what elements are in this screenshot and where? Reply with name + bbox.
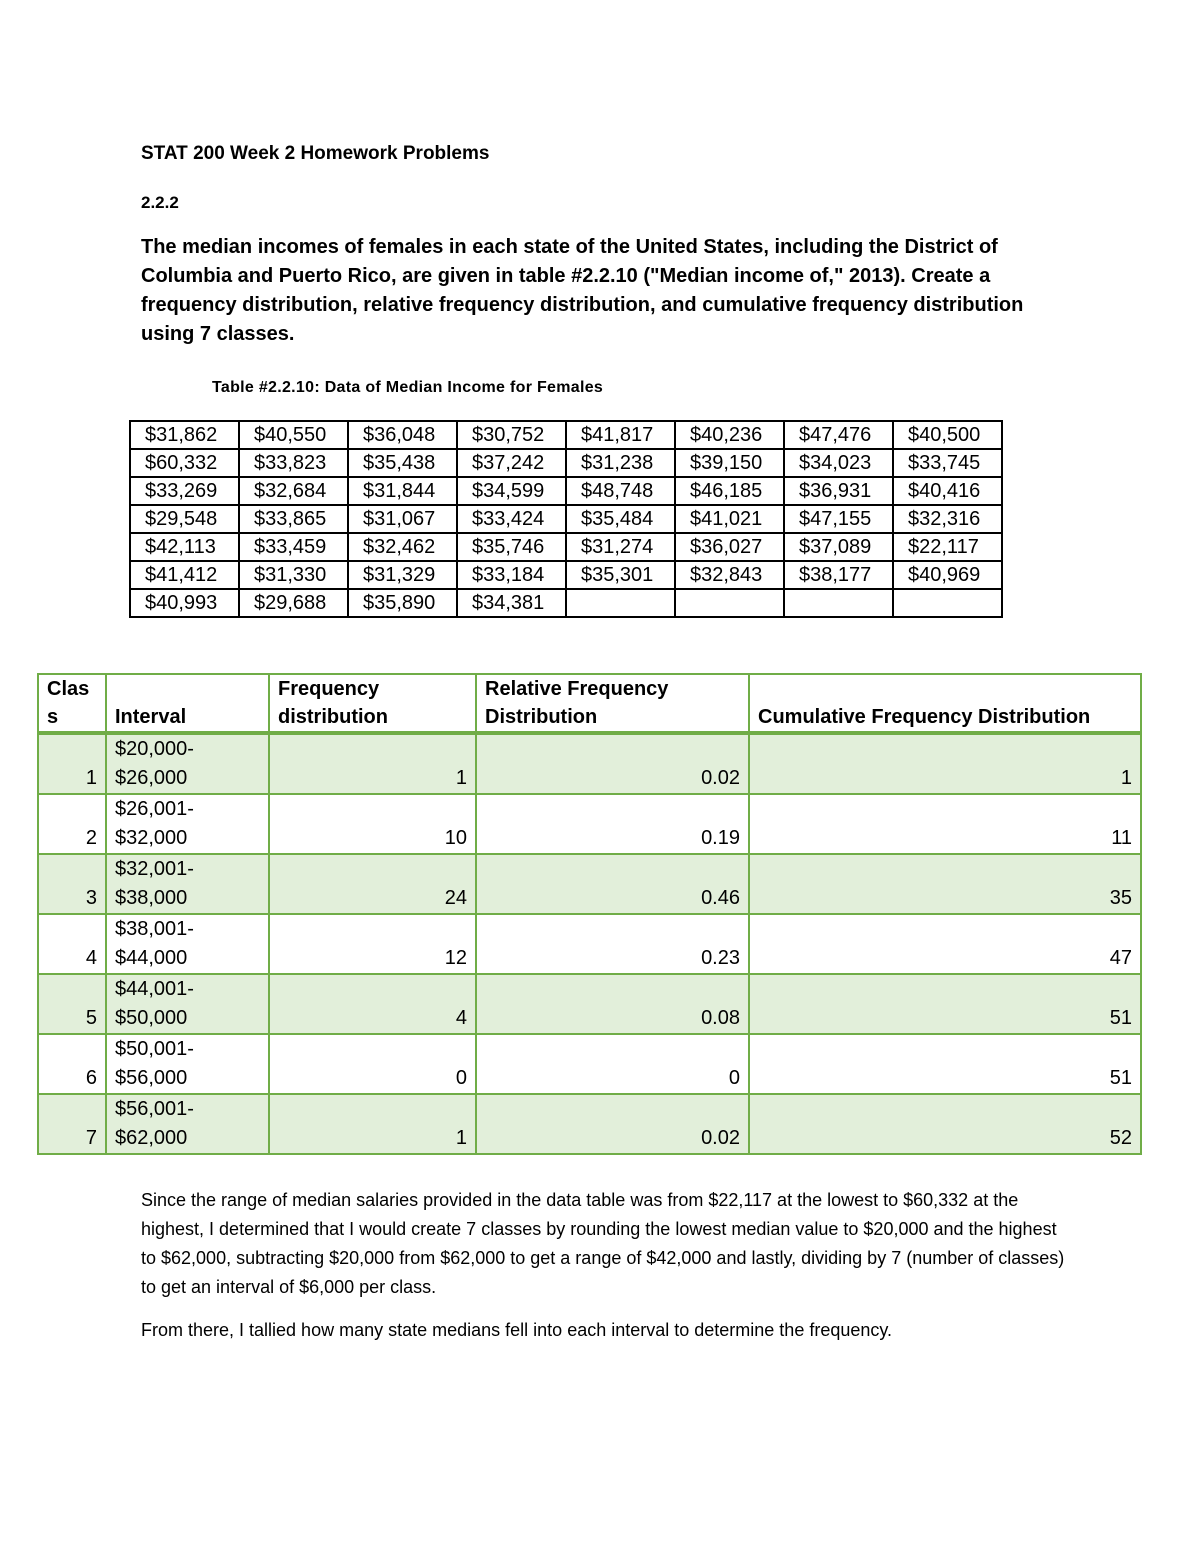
page-title: STAT 200 Week 2 Homework Problems xyxy=(141,143,490,164)
class-number: 4 xyxy=(38,914,106,974)
class-number: 7 xyxy=(38,1094,106,1154)
data-cell: $36,048 xyxy=(348,421,457,449)
data-cell: $42,113 xyxy=(130,533,239,561)
data-cell: $34,023 xyxy=(784,449,893,477)
data-cell: $32,462 xyxy=(348,533,457,561)
data-cell: $35,746 xyxy=(457,533,566,561)
frequency-value: 0 xyxy=(269,1034,476,1094)
relative-frequency-value: 0.02 xyxy=(476,733,749,794)
data-row xyxy=(130,449,1002,477)
class-number: 5 xyxy=(38,974,106,1034)
data-cell: $32,684 xyxy=(239,477,348,505)
frequency-row xyxy=(38,914,1141,974)
data-cell xyxy=(566,589,675,617)
data-cell: $29,688 xyxy=(239,589,348,617)
class-number: 6 xyxy=(38,1034,106,1094)
data-cell: $41,412 xyxy=(130,561,239,589)
data-row xyxy=(130,421,1002,449)
data-cell: $29,548 xyxy=(130,505,239,533)
data-cell xyxy=(893,589,1002,617)
header-frequency-line1: Frequency xyxy=(278,678,380,700)
data-cell: $34,599 xyxy=(457,477,566,505)
data-cell: $32,316 xyxy=(893,505,1002,533)
relative-frequency-value: 0.02 xyxy=(476,1094,749,1154)
data-cell: $37,089 xyxy=(784,533,893,561)
interval-high: $44,000 xyxy=(115,947,188,969)
interval-high: $56,000 xyxy=(115,1067,188,1089)
relative-frequency-value: 0.23 xyxy=(476,914,749,974)
frequency-distribution-table xyxy=(37,673,1142,1155)
interval-high: $50,000 xyxy=(115,1007,188,1029)
frequency-value: 10 xyxy=(269,794,476,854)
relative-frequency-value: 0 xyxy=(476,1034,749,1094)
frequency-row xyxy=(38,974,1141,1034)
interval-low: $20,000- xyxy=(115,738,194,760)
problem-number: 2.2.2 xyxy=(141,193,179,212)
data-cell: $40,993 xyxy=(130,589,239,617)
class-number: 1 xyxy=(38,733,106,794)
frequency-row xyxy=(38,854,1141,914)
table-caption: Table #2.2.10: Data of Median Income for Females xyxy=(212,379,604,396)
header-relative-frequency xyxy=(476,674,749,733)
data-cell: $30,752 xyxy=(457,421,566,449)
class-interval xyxy=(106,1034,269,1094)
data-cell xyxy=(675,589,784,617)
relative-frequency-value: 0.46 xyxy=(476,854,749,914)
frequency-row xyxy=(38,733,1141,794)
data-cell: $33,459 xyxy=(239,533,348,561)
interval-low: $26,001- xyxy=(115,798,194,820)
data-row xyxy=(130,477,1002,505)
class-interval xyxy=(106,914,269,974)
data-cell: $31,238 xyxy=(566,449,675,477)
frequency-value: 1 xyxy=(269,1094,476,1154)
header-class-line2: s xyxy=(47,706,59,728)
data-cell: $40,500 xyxy=(893,421,1002,449)
data-cell: $36,027 xyxy=(675,533,784,561)
data-cell: $31,329 xyxy=(348,561,457,589)
data-cell: $40,416 xyxy=(893,477,1002,505)
median-income-table xyxy=(129,420,1003,618)
data-cell: $47,476 xyxy=(784,421,893,449)
data-cell: $31,844 xyxy=(348,477,457,505)
data-cell: $40,236 xyxy=(675,421,784,449)
header-relative-line2: Distribution xyxy=(485,706,598,728)
interval-high: $62,000 xyxy=(115,1127,188,1149)
data-cell: $35,301 xyxy=(566,561,675,589)
data-cell: $47,155 xyxy=(784,505,893,533)
data-cell: $60,332 xyxy=(130,449,239,477)
interval-low: $56,001- xyxy=(115,1098,194,1120)
frequency-value: 12 xyxy=(269,914,476,974)
explanation xyxy=(141,1186,1071,1359)
data-cell: $33,269 xyxy=(130,477,239,505)
frequency-value: 24 xyxy=(269,854,476,914)
data-cell: $32,843 xyxy=(675,561,784,589)
header-relative-line1: Relative Frequency xyxy=(485,678,669,700)
data-cell: $31,862 xyxy=(130,421,239,449)
data-cell: $35,438 xyxy=(348,449,457,477)
cumulative-frequency-value: 51 xyxy=(749,974,1141,1034)
header-row xyxy=(38,674,1141,733)
data-cell: $33,424 xyxy=(457,505,566,533)
cumulative-frequency-value: 51 xyxy=(749,1034,1141,1094)
data-cell: $38,177 xyxy=(784,561,893,589)
interval-low: $32,001- xyxy=(115,858,194,880)
class-interval xyxy=(106,854,269,914)
data-cell xyxy=(784,589,893,617)
cumulative-frequency-value: 35 xyxy=(749,854,1141,914)
data-cell: $41,021 xyxy=(675,505,784,533)
interval-low: $44,001- xyxy=(115,978,194,1000)
problem-statement: The median incomes of females in each state of the United States, including the District of Columbia and Puerto Rico, are given in table #2.2.10 ("Median income of," 2013). Create a frequency distribution, relative frequency distribution, and cumulative frequency distribution using 7 classes. xyxy=(141,236,1024,345)
header-class xyxy=(38,674,106,733)
header-cumulative-frequency: Cumulative Frequency Distribution xyxy=(749,674,1141,733)
data-cell: $34,381 xyxy=(457,589,566,617)
class-number: 2 xyxy=(38,794,106,854)
data-cell: $31,067 xyxy=(348,505,457,533)
data-cell: $33,745 xyxy=(893,449,1002,477)
header-frequency xyxy=(269,674,476,733)
class-number: 3 xyxy=(38,854,106,914)
data-cell: $31,330 xyxy=(239,561,348,589)
header-interval: Interval xyxy=(106,674,269,733)
class-interval xyxy=(106,794,269,854)
data-cell: $46,185 xyxy=(675,477,784,505)
relative-frequency-value: 0.08 xyxy=(476,974,749,1034)
explanation-paragraph-1: Since the range of median salaries provided in the data table was from $22,117 at the lowest to $60,332 at the highest, I determined that I would create 7 classes by rounding the lowest median value to $20,000 and the highest to $62,000, subtracting $20,000 from $62,000 to get a range of $42,000 and lastly, dividing by 7 (number of classes) to get an interval of $6,000 per class. xyxy=(141,1190,1065,1297)
data-cell: $39,150 xyxy=(675,449,784,477)
cumulative-frequency-value: 11 xyxy=(749,794,1141,854)
interval-low: $38,001- xyxy=(115,918,194,940)
data-cell: $33,823 xyxy=(239,449,348,477)
class-interval xyxy=(106,1094,269,1154)
data-cell: $35,890 xyxy=(348,589,457,617)
data-cell: $40,969 xyxy=(893,561,1002,589)
cumulative-frequency-value: 1 xyxy=(749,733,1141,794)
data-cell: $33,865 xyxy=(239,505,348,533)
cumulative-frequency-value: 52 xyxy=(749,1094,1141,1154)
frequency-value: 1 xyxy=(269,733,476,794)
explanation-paragraph-2: From there, I tallied how many state medians fell into each interval to determine the frequency. xyxy=(141,1320,893,1340)
data-cell: $48,748 xyxy=(566,477,675,505)
interval-high: $38,000 xyxy=(115,887,188,909)
data-cell: $35,484 xyxy=(566,505,675,533)
data-cell: $31,274 xyxy=(566,533,675,561)
frequency-row xyxy=(38,1094,1141,1154)
header-class-line1: Clas xyxy=(47,678,90,700)
header-frequency-line2: distribution xyxy=(278,706,388,728)
data-cell: $37,242 xyxy=(457,449,566,477)
data-cell: $36,931 xyxy=(784,477,893,505)
cumulative-frequency-value: 47 xyxy=(749,914,1141,974)
data-row xyxy=(130,561,1002,589)
data-cell: $41,817 xyxy=(566,421,675,449)
data-row xyxy=(130,505,1002,533)
data-cell: $22,117 xyxy=(893,533,1002,561)
frequency-row xyxy=(38,1034,1141,1094)
data-cell: $33,184 xyxy=(457,561,566,589)
class-interval xyxy=(106,733,269,794)
interval-high: $26,000 xyxy=(115,767,188,789)
relative-frequency-value: 0.19 xyxy=(476,794,749,854)
data-row xyxy=(130,533,1002,561)
interval-low: $50,001- xyxy=(115,1038,194,1060)
interval-high: $32,000 xyxy=(115,827,188,849)
class-interval xyxy=(106,974,269,1034)
frequency-row xyxy=(38,794,1141,854)
data-row xyxy=(130,589,1002,617)
data-cell: $40,550 xyxy=(239,421,348,449)
frequency-value: 4 xyxy=(269,974,476,1034)
